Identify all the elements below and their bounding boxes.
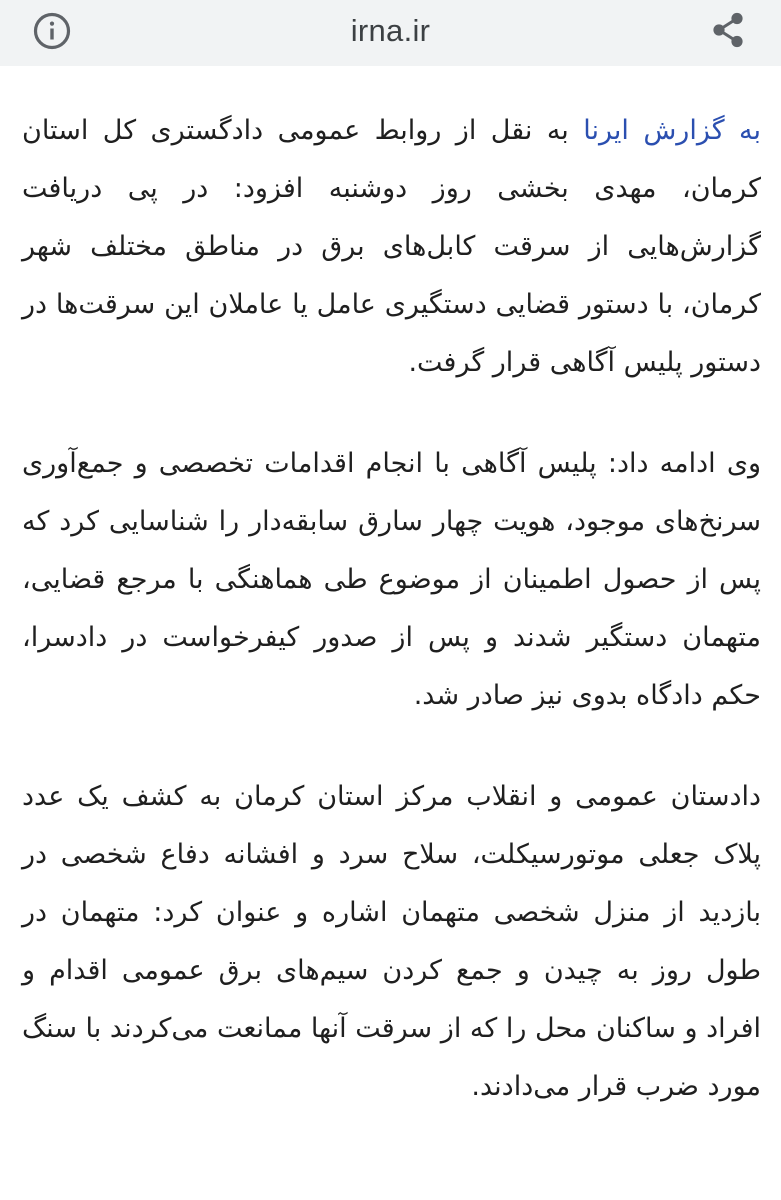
url-text[interactable]: irna.ir xyxy=(350,13,431,48)
article-paragraph-2: وی ادامه داد: پلیس آگاهی با انجام اقدامات تخصصی و جمع‌آوری سرنخ‌های موجود، هویت چهار سارق سابقه‌دار را شناسایی کرد که پس از حصول اطمینان از موضوع طی هماهنگی با مرجع قضایی، متهمان دستگیر شدند و پس از صدور کیفرخواست در دادسرا، حکم دادگاه بدوی نیز صادر شد. xyxy=(22,448,761,711)
paragraph-1-text: به نقل از روابط عمومی دادگستری کل استان کرمان، مهدی بخشی روز دوشنبه افزود: در پی دریافت گزارش‌هایی از سرقت کابل‌های برق در مناطق مختلف شهر کرمان، با دستور قضایی دستگیری عامل یا عاملان این سرقت‌ها در دستور پلیس آگاهی قرار گرفت. xyxy=(22,115,761,378)
share-icon[interactable] xyxy=(706,8,750,52)
irna-report-link[interactable]: به گزارش ایرنا xyxy=(583,115,762,146)
browser-toolbar xyxy=(0,0,781,66)
article-paragraph-1 xyxy=(22,102,761,392)
article-paragraph-3: دادستان عمومی و انقلاب مرکز استان کرمان به کشف یک عدد پلاک جعلی موتورسیکلت، سلاح سرد و افشانه دفاع شخصی در بازدید از منزل شخصی متهمان اشاره و عنوان کرد: متهمان در طول روز به چیدن و جمع کردن سیم‌های برق عمومی اقدام و افراد و ساکنان محل را که از سرقت آنها ممانعت می‌کردند با سنگ مورد ضرب قرار می‌دادند. xyxy=(22,781,761,1102)
article-body xyxy=(22,102,761,1116)
